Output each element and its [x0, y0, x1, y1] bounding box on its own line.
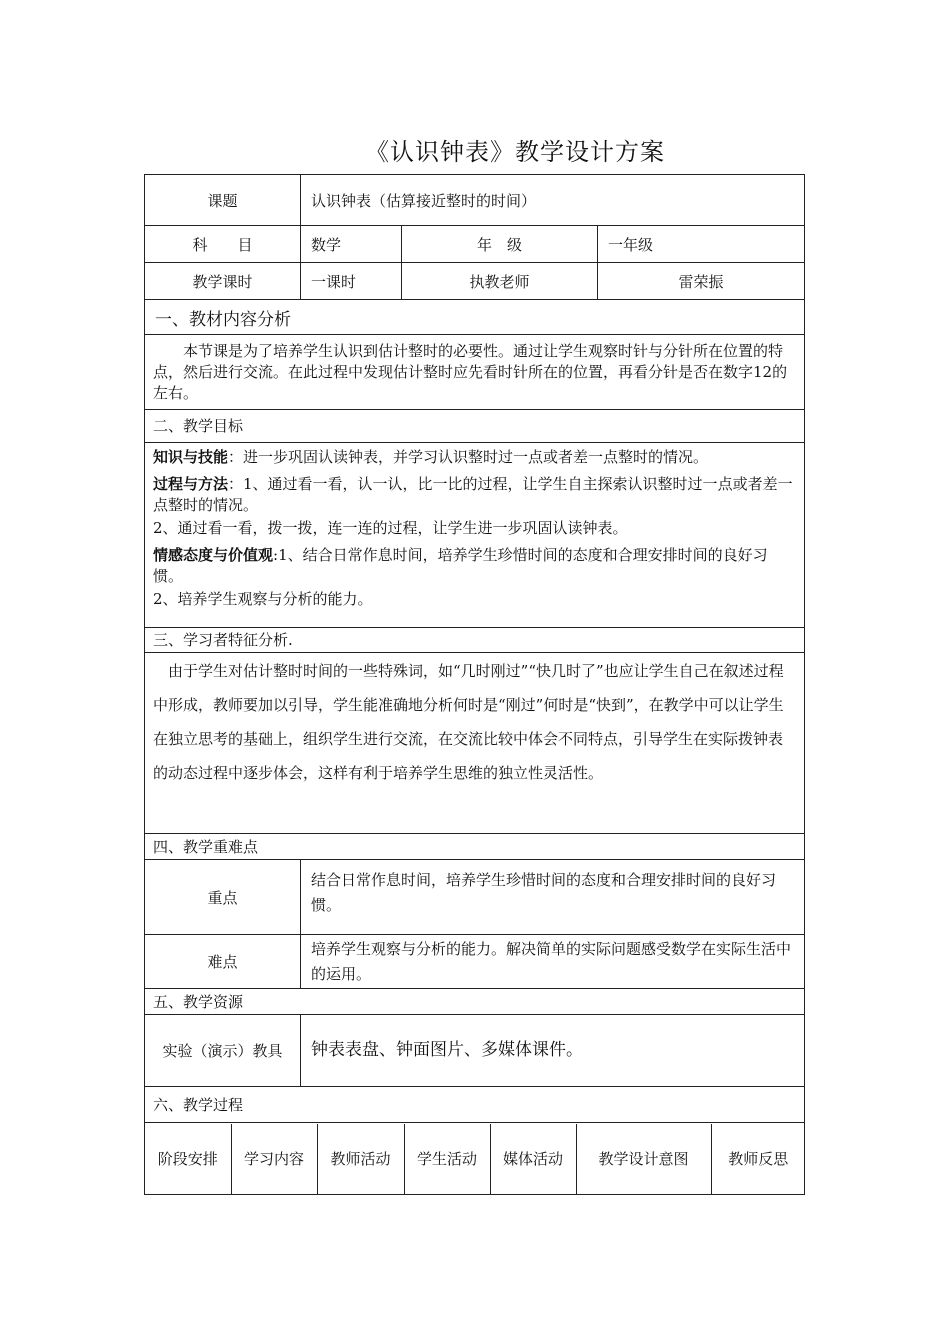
goal-process-text-1: ：1、通过看一看，认一认，比一比的过程，让学生自主探索认识整时过一点或者差一点整时的情况。 — [153, 475, 793, 514]
process-column-header: 教师活动 — [317, 1124, 404, 1194]
section-4-heading: 四、教学重难点 — [145, 834, 805, 860]
goal-knowledge — [153, 447, 796, 468]
subject-value: 数学 — [301, 226, 402, 263]
process-column-header: 阶段安排 — [145, 1124, 231, 1194]
topic-value: 认识钟表（估算接近整时的时间） — [301, 175, 805, 226]
hours-label: 教学课时 — [145, 263, 301, 300]
section-6-heading: 六、教学过程 — [145, 1087, 805, 1123]
topic-label: 课题 — [145, 175, 301, 226]
process-column-header: 教师反思 — [728, 1150, 789, 1168]
goal-process-label: 过程与方法 — [153, 475, 229, 493]
lesson-plan-table — [144, 174, 805, 1195]
process-header-table — [145, 1124, 805, 1194]
process-column-header: 学习内容 — [231, 1124, 317, 1194]
key-point-text: 结合日常作息时间，培养学生珍惜时间的态度和合理安排时间的良好习惯。 — [301, 860, 805, 935]
difficulty-text: 培养学生观察与分析的能力。解决简单的实际问题感受数学在实际生活中的运用。 — [301, 935, 805, 989]
process-column-header: 学生活动 — [404, 1124, 490, 1194]
section-2-body-cell — [145, 443, 805, 628]
difficulty-label: 难点 — [145, 935, 301, 989]
goal-knowledge-label: 知识与技能 — [153, 448, 229, 466]
document-title: 《认识钟表》教学设计方案 — [365, 138, 665, 166]
grade-label: 年 级 — [402, 226, 598, 263]
section-1-heading: 一、教材内容分析 — [145, 300, 805, 335]
goal-process-text-2: 2、通过看一看，拨一拨，连一连的过程，让学生进一步巩固认读钟表。 — [153, 519, 628, 537]
goal-knowledge-text: ：进一步巩固认读钟表，并学习认识整时过一点或者差一点整时的情况。 — [228, 448, 709, 466]
section-3-body-cell — [145, 653, 805, 834]
resource-label: 实验（演示）教具 — [145, 1015, 301, 1087]
goal-emotion — [153, 545, 796, 587]
hours-value: 一课时 — [301, 263, 402, 300]
process-column-header: 媒体活动 — [490, 1124, 576, 1194]
process-header-cell — [145, 1123, 805, 1195]
teacher-value: 雷荣振 — [598, 263, 805, 300]
section-5-heading: 五、教学资源 — [145, 989, 805, 1015]
section-2-heading: 二、教学目标 — [145, 410, 805, 443]
process-column-header: 教学设计意图 — [576, 1124, 711, 1194]
goal-emotion-text-1: :1、结合日常作息时间，培养学生珍惜时间的态度和合理安排时间的良好习惯。 — [153, 546, 768, 585]
subject-label: 科 目 — [145, 226, 301, 263]
grade-value: 一年级 — [598, 226, 805, 263]
section-3-body: 由于学生对估计整时时间的一些特殊词，如“几时刚过”“快几时了”也应让学生自己在叙述过程中形成，教师要加以引导，学生能准确地分析何时是“刚过”何时是“快到”，在教学中可以让学生在独立思考的基础上，组织学生进行交流，在交流比较中体会不同特点，引导学生在实际拨钟表的动态过程中逐步体会，这样有利于培养学生思维的独立性灵活性。 — [153, 662, 784, 782]
section-1-body-cell — [145, 335, 805, 410]
key-point-label: 重点 — [145, 860, 301, 935]
section-3-heading: 三、学习者特征分析. — [145, 628, 805, 653]
resource-value: 钟表表盘、钟面图片、多媒体课件。 — [301, 1015, 805, 1087]
teacher-label: 执教老师 — [402, 263, 598, 300]
goal-emotion-label: 情感态度与价值观 — [153, 546, 274, 564]
section-1-body: 本节课是为了培养学生认识到估计整时的必要性。通过让学生观察时针与分针所在位置的特点，然后进行交流。在此过程中发现估计整时应先看时针所在的位置，再看分针是否在数字12的左右。 — [153, 341, 788, 402]
goal-emotion-text-2: 2、培养学生观察与分析的能力。 — [153, 590, 373, 608]
goal-process — [153, 474, 796, 516]
